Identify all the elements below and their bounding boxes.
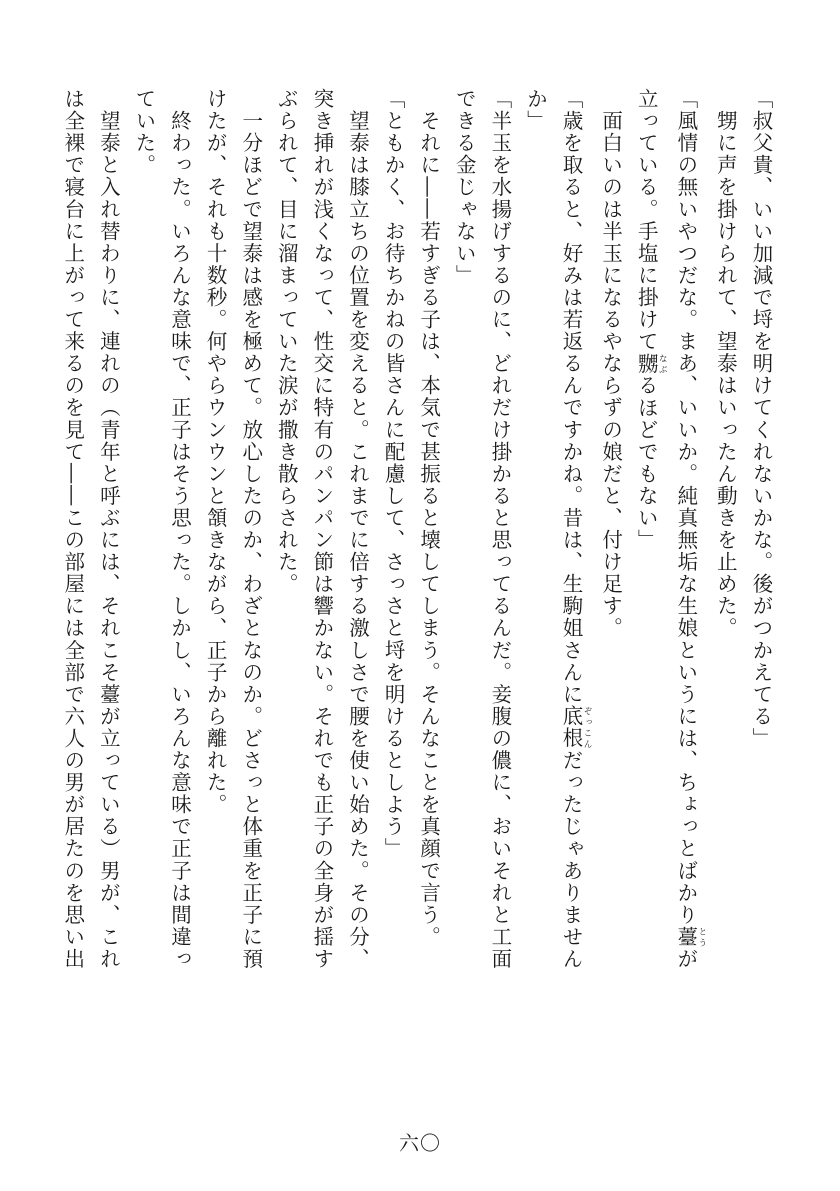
text-line: は全裸で寝台に上がって来るのを見て――この部屋には全部で六人の男が居たのを思い出 bbox=[60, 88, 85, 970]
text-line bbox=[667, 88, 707, 1008]
vertical-text-body bbox=[58, 88, 778, 1008]
text-line: 「ともかく、お待ちかねの皆さんに配慮して、さっさと埒を明けるとしよう」 bbox=[381, 88, 406, 860]
text-segment: 望泰と入れ替わりに、連れの（青年と呼ぶには、それこそ bbox=[96, 88, 121, 684]
text-line: ぶられて、目に溜まっていた涙が撒き散らされた。 bbox=[274, 88, 299, 596]
ruby-annotation: 嬲 なぶ bbox=[634, 352, 668, 375]
text-line: 甥に声を掛けられて、望泰はいったん動きを止めた。 bbox=[713, 88, 738, 640]
text-line: 「叔父貴、いい加減で埒を明けてくれないかな。後がつかえてる」 bbox=[749, 88, 773, 750]
ruby-reading: ぞっこん bbox=[582, 705, 593, 750]
text-line: ていた。 bbox=[131, 88, 156, 177]
text-line: 面白いのは半玉になるやならずの娘だと、付け足す。 bbox=[598, 88, 623, 640]
text-line: できる金じゃない」 bbox=[452, 88, 477, 287]
text-line: けたが、それも十数秒。何やらウンウンと頷きながら、正子から離れた。 bbox=[203, 88, 228, 816]
text-line bbox=[628, 88, 668, 1008]
text-segment: 「風情の無いやつだな。まあ、いいか。純真無垢な生娘というには、ちょっとばかり bbox=[673, 88, 698, 926]
text-line: か」 bbox=[523, 88, 548, 133]
ruby-annotation: 底根 ぞっこん bbox=[559, 705, 593, 750]
text-line bbox=[552, 88, 592, 1008]
text-line: 望泰は膝立ちの位置を変えると。これまでに倍する激しさで腰を使い始めた。その分、 bbox=[345, 88, 370, 970]
text-segment: が bbox=[673, 947, 698, 971]
text-segment: だったじゃありません bbox=[559, 749, 584, 971]
ruby-reading: とう bbox=[696, 925, 707, 948]
text-segment: るほどでもない」 bbox=[634, 374, 659, 552]
text-segment: 立っている。手塩に掛けて bbox=[634, 88, 659, 353]
text-line: それに――若すぎる子は、本気で甚振ると壊してしまう。そんなことを真顔で言う。 bbox=[416, 88, 441, 948]
text-segment: 薹 bbox=[96, 683, 121, 706]
ruby-reading: なぶ bbox=[657, 352, 668, 375]
text-line: 終わった。いろんな意味で、正子はそう思った。しかし、いろんな意味で正子は間違っ bbox=[167, 88, 192, 970]
page-number: 六〇 bbox=[399, 1131, 441, 1155]
text-line bbox=[90, 88, 126, 1008]
text-line: 一分ほどで望泰は感を極めて。放心したのか、わざとなのか。どさっと体重を正子に預 bbox=[238, 88, 263, 970]
ruby-annotation: 薹 とう bbox=[673, 925, 707, 948]
text-segment: が立っている）男が、これ bbox=[96, 705, 121, 971]
text-segment: 「歳を取ると、好みは若返るんですかね。昔は、生駒姐さんに bbox=[559, 88, 584, 706]
text-line: 「半玉を水揚げするのに、どれだけ掛かると思ってるんだ。妾腹の儂に、おいそれと工面 bbox=[487, 88, 512, 970]
text-line: 突き挿れが浅くなって、性交に特有のパンパン節は響かない。それでも正子の全身が揺す bbox=[309, 88, 334, 970]
